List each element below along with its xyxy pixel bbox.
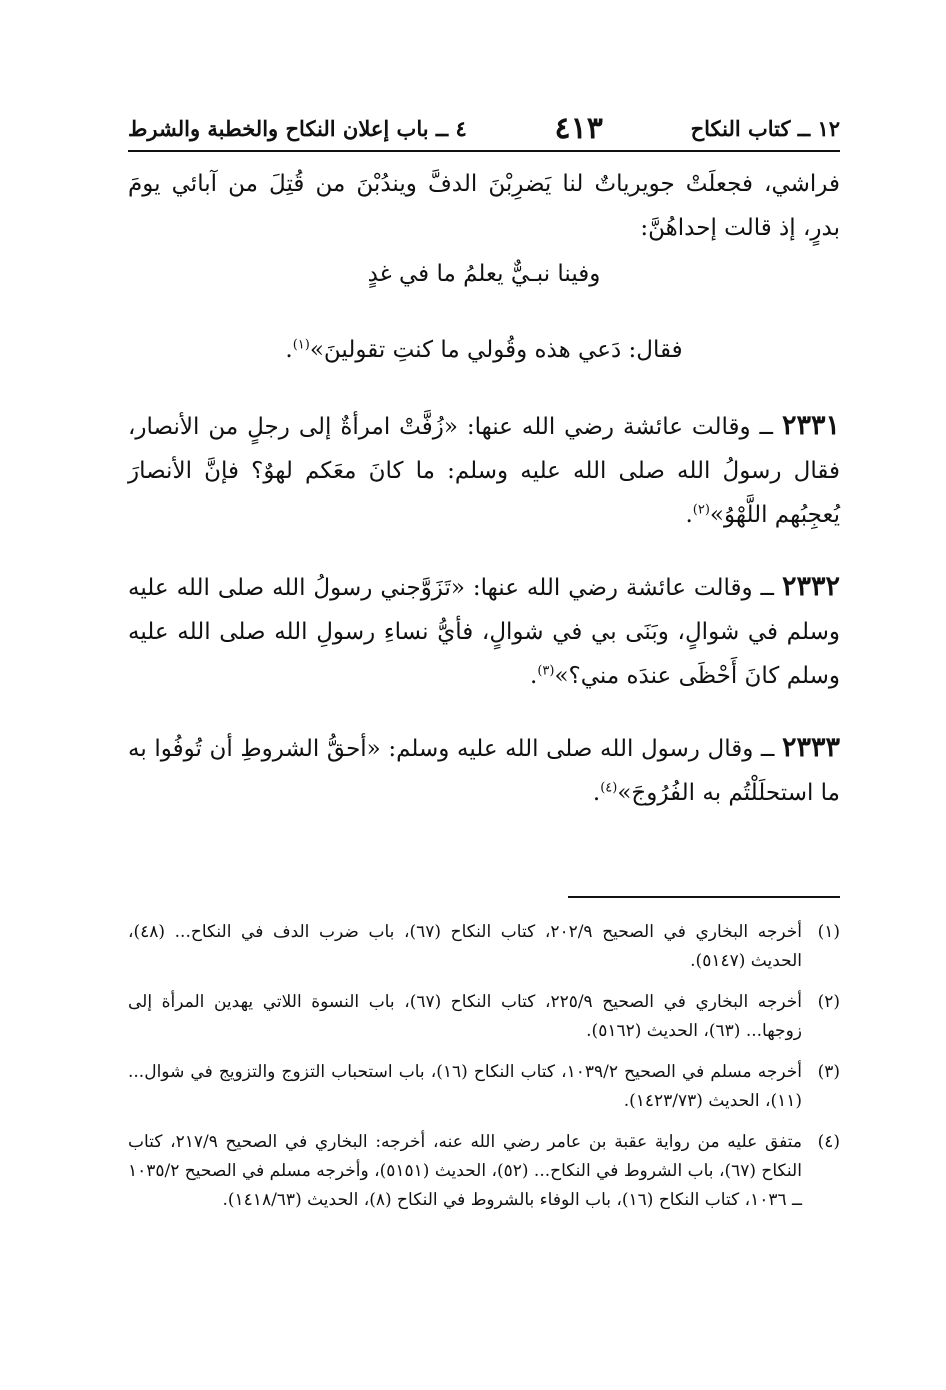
footnote-text: أخرجه البخاري في الصحيح ٢٠٢/٩، كتاب النكاح (٦٧)، باب ضرب الدف في النكاح... (٤٨)، الحديث (٥١٤٧). [128,922,802,971]
hadith-number: ٢٣٣٢ [782,571,841,602]
sentence-end: . [592,780,601,806]
footnote-text: متفق عليه من رواية عقبة بن عامر رضي الله عنه، أخرجه: البخاري في الصحيح ٢١٧/٩، كتاب النكاح (٦٧)، باب الشروط في النكاح... (٥٢)، الحديث (٥١٥١)، وأخرجه مسلم في الصحيح ١٠٣٥/٢ ــ ١٠٣٦، كتاب النكاح (١٦)، باب الوفاء بالشروط في النكاح (٨)، الحديث (١٤١٨/٦٣). [128,1132,802,1210]
hadith-paragraph [128,726,840,815]
section-title: ٤ ــ باب إعلان النكاح والخطبة والشرط [128,115,467,141]
footnote-separator [568,896,840,898]
footnote-text: أخرجه مسلم في الصحيح ١٠٣٩/٢، كتاب النكاح (١٦)، باب استحباب التزوج والتزويج في شوال... (١١)، الحديث (١٤٢٣/٧٣). [128,1062,802,1111]
hadith-paragraph [128,404,840,537]
footnote [128,918,840,976]
continuation-paragraph: فراشي، فجعلَتْ جويرياتٌ لنا يَضرِبْنَ الدفَّ ويندُبْنَ من قُتِلَ من آبائي يومَ بدرٍ، إذ قالت إحداهُنَّ: [128,171,840,241]
hadith-text: ــ وقالت عائشة رضي الله عنها: «تَزَوَّجني رسولُ الله صلى الله عليه وسلم في شوالٍ، وبَنَى بي في شوالٍ، فأيُّ نساءِ رسولِ الله صلى الله عليه وسلم كانَ أَحْظَى عندَه مني؟» [128,575,840,689]
footnote-ref: (٤) [600,780,618,796]
verse-followup [128,326,840,374]
hadith-number: ٢٣٣١ [782,410,841,441]
hadith-paragraph [128,565,840,698]
footnotes [128,918,840,1227]
sentence-end: . [530,663,538,689]
hadith-text: ــ وقال رسول الله صلى الله عليه وسلم: «أحقُّ الشروطِ أن تُوفُوا به ما استحلَلْتُم به الفُرُوجَ» [128,736,840,806]
footnote-text: أخرجه البخاري في الصحيح ٢٢٥/٩، كتاب النكاح (٦٧)، باب النسوة اللاتي يهدين المرأة إلى زوجها... (٦٣)، الحديث (٥١٦٢). [128,992,802,1041]
running-header [128,108,840,148]
poetry-verse: وفينا نبـيٌّ يعلمُ ما في غدٍ [367,261,601,287]
hadith-number: ٢٣٣٣ [781,732,840,763]
chapter-title: ١٢ ــ كتاب النكاح [690,115,840,141]
sentence-end: . [685,502,693,528]
footnote-ref: (٣) [537,663,555,679]
hadith-text: ــ وقالت عائشة رضي الله عنها: «زُفَّتْ امرأةٌ إلى رجلٍ من الأنصار، فقال رسولُ الله صلى الله عليه وسلم: ما كانَ معَكم لهوٌ؟ فإنَّ الأنصارَ يُعجِبُهم اللَّهْوُ» [128,414,840,528]
footnote-marker: (٣) [817,1062,840,1082]
sentence-end: . [285,337,293,363]
footnote-marker: (٤) [817,1132,840,1152]
main-text [128,162,840,843]
footnote [128,1128,840,1215]
page-number: ٤١٣ [554,110,603,146]
verse-followup-text: فقال: دَعي هذه وقُولي ما كنتِ تقولينَ» [309,337,683,363]
footnote-marker: (١) [817,922,840,942]
footnote-marker: (٢) [817,992,840,1012]
footnote-ref: (١) [292,337,310,353]
header-rule [128,150,840,152]
footnote [128,988,840,1046]
footnote [128,1058,840,1116]
footnote-ref: (٢) [692,502,710,518]
